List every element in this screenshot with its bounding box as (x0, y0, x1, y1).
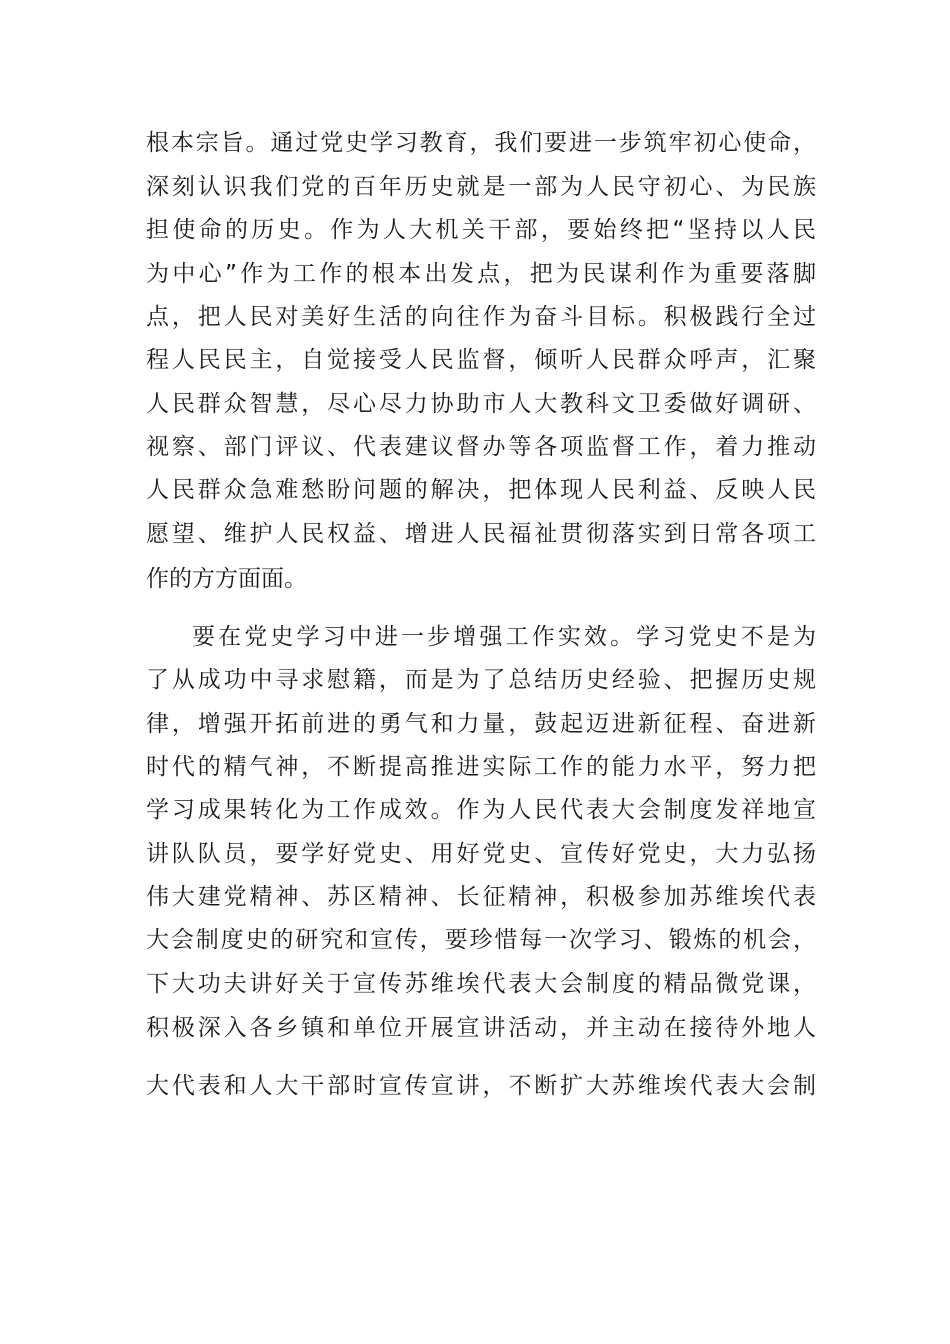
text-line: 了从成功中寻求慰籍，而是为了总结历史经验、把握历史规 (146, 667, 816, 693)
text-line: 大会制度史的研究和宣传，要珍惜每一次学习、锻炼的机会， (146, 927, 816, 953)
text-line: 律，增强开拓前进的勇气和力量，鼓起迈进新征程、奋进新 (146, 711, 816, 737)
text-line: 人民群众急难愁盼问题的解决，把体现人民利益、反映人民 (146, 477, 816, 503)
text-line: 愿望、维护人民权益、增进人民福祉贯彻落实到日常各项工 (146, 521, 816, 547)
text-line: 为中心”作为工作的根本出发点，把为民谋利作为重要落脚 (146, 261, 816, 287)
text-line: 时代的精气神，不断提高推进实际工作的能力水平，努力把 (146, 754, 816, 780)
text-line: 深刻认识我们党的百年历史就是一部为人民守初心、为民族 (146, 174, 816, 200)
text-line: 作的方方面面。 (146, 566, 307, 592)
text-line: 伟大建党精神、苏区精神、长征精神，积极参加苏维埃代表 (146, 884, 816, 910)
text-line: 担使命的历史。作为人大机关干部，要始终把“坚持以人民 (146, 217, 816, 243)
text-line: 讲队队员，要学好党史、用好党史、宣传好党史，大力弘扬 (146, 841, 816, 867)
text-line: 视察、部门评议、代表建议督办等各项监督工作，着力推动 (146, 434, 816, 460)
text-line: 下大功夫讲好关于宣传苏维埃代表大会制度的精品微党课， (146, 971, 816, 997)
text-line: 根本宗旨。通过党史学习教育，我们要进一步筑牢初心使命， (146, 130, 816, 156)
text-line: 要在党史学习中进一步增强工作实效。学习党史不是为 (192, 624, 816, 650)
text-line: 积极深入各乡镇和单位开展宣讲活动，并主动在接待外地人 (146, 1015, 816, 1041)
text-line: 人民群众智慧，尽心尽力协助市人大教科文卫委做好调研、 (146, 391, 816, 417)
text-line: 学习成果转化为工作成效。作为人民代表大会制度发祥地宣 (146, 797, 816, 823)
text-line: 点，把人民对美好生活的向往作为奋斗目标。积极践行全过 (146, 304, 816, 330)
text-line: 程人民民主，自觉接受人民监督，倾听人民群众呼声，汇聚 (146, 347, 816, 373)
text-line: 大代表和人大干部时宣传宣讲，不断扩大苏维埃代表大会制 (146, 1073, 816, 1099)
